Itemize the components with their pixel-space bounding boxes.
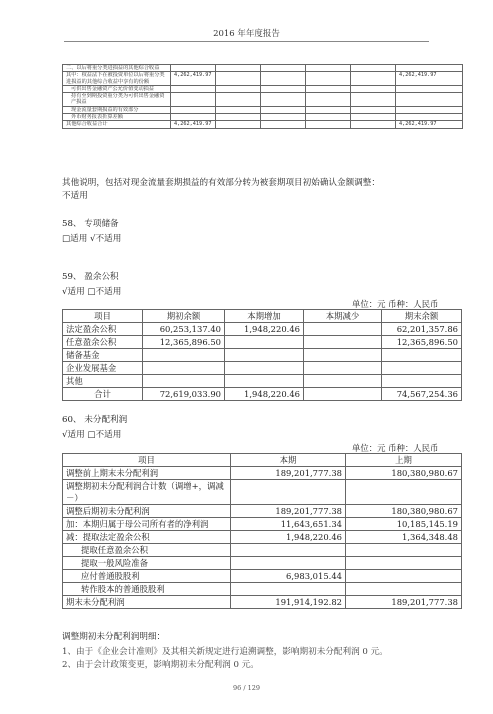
section-59-unit: 单位：元 币种：人民币 <box>352 299 439 309</box>
page-number: 96 / 129 <box>233 684 260 692</box>
profit-row <box>63 518 462 531</box>
adjust-notes-title: 调整期初未分配利润明细： <box>62 632 166 642</box>
oci-row-label: 二、以后将重分类进损益的其他综合收益 <box>63 65 171 72</box>
surplus-cell <box>304 388 382 401</box>
surplus-row-label: 其他 <box>63 375 143 388</box>
profit-cell-current: 11,643,651.34 <box>231 518 346 531</box>
surplus-reserve-table <box>62 309 462 401</box>
profit-row-label: 应付普通股股利 <box>63 570 231 583</box>
oci-row <box>63 121 463 128</box>
section-59-title: 59、 盈余公积 <box>62 272 119 282</box>
oci-cell-empty <box>351 114 396 121</box>
oci-row <box>63 72 463 86</box>
profit-row-label: 提取一般风险准备 <box>63 557 231 570</box>
profit-cell-previous: 189,201,777.38 <box>346 596 462 609</box>
oci-cell-opening: 4,262,419.97 <box>171 72 216 86</box>
oci-row-label: 持有至到期投资重分类为可供出售金融资产损益 <box>63 93 171 107</box>
surplus-header-cell: 项目 <box>63 310 143 323</box>
oci-cell-empty <box>261 114 306 121</box>
surplus-row <box>63 336 462 349</box>
adjust-note-2: 2、由于会计政策变更，影响期初未分配利润 0 元。 <box>62 660 259 670</box>
surplus-cell <box>304 375 382 388</box>
oci-cell-empty <box>216 93 261 107</box>
oci-cell-empty <box>351 121 396 128</box>
surplus-header-cell: 期初余额 <box>143 310 225 323</box>
surplus-row <box>63 362 462 375</box>
profit-cell-current <box>231 583 346 596</box>
oci-cell-empty <box>306 72 351 86</box>
oci-cell-empty <box>306 65 351 72</box>
profit-row-label: 调整前上期末未分配利润 <box>63 467 231 480</box>
surplus-header-cell: 本期增加 <box>225 310 304 323</box>
oci-cell-opening <box>171 114 216 121</box>
oci-row <box>63 93 463 107</box>
oci-row-label: 外币财务报表折算差额 <box>63 114 171 121</box>
profit-row-label: 加：本期归属于母公司所有者的净利润 <box>63 518 231 531</box>
profit-cell-current: 1,948,220.46 <box>231 531 346 544</box>
oci-cell-empty <box>306 106 351 113</box>
oci-cell-empty <box>351 65 396 72</box>
oci-row-label: 可供出售金融资产公允价值变动损益 <box>63 85 171 92</box>
surplus-cell: 12,365,896.50 <box>143 336 225 349</box>
profit-cell-previous: 180,380,980.67 <box>346 505 462 518</box>
surplus-cell: 72,619,033.90 <box>143 388 225 401</box>
oci-cell-empty <box>216 85 261 92</box>
profit-cell-current: 191,914,192.82 <box>231 596 346 609</box>
profit-cell-current <box>231 480 346 505</box>
surplus-cell <box>143 375 225 388</box>
profit-cell-previous <box>346 557 462 570</box>
profit-row <box>63 596 462 609</box>
oci-cell-opening: 4,262,419.97 <box>171 121 216 128</box>
surplus-cell <box>382 349 462 362</box>
adjust-note-1: 1、由于《企业会计准则》及其相关新规定进行追溯调整，影响期初未分配利润 0 元。 <box>62 647 388 657</box>
surplus-row <box>63 349 462 362</box>
surplus-cell: 12,365,896.50 <box>382 336 462 349</box>
profit-cell-current <box>231 557 346 570</box>
surplus-cell: 1,948,220.46 <box>225 388 304 401</box>
surplus-cell <box>225 349 304 362</box>
oci-cell-empty <box>351 72 396 86</box>
oci-row <box>63 85 463 92</box>
oci-row <box>63 114 463 121</box>
oci-cell-empty <box>261 65 306 72</box>
profit-cell-previous <box>346 480 462 505</box>
surplus-row-label: 法定盈余公积 <box>63 323 143 336</box>
profit-cell-previous <box>346 544 462 557</box>
oci-cell-empty <box>306 85 351 92</box>
profit-cell-current: 189,201,777.38 <box>231 467 346 480</box>
surplus-row <box>63 375 462 388</box>
page-header: 2016 年年度报告 <box>213 29 280 39</box>
section-58-options: □适用 √不适用 <box>62 234 122 244</box>
other-note-value: 不适用 <box>62 191 88 201</box>
oci-cell-opening <box>171 93 216 107</box>
oci-row <box>63 106 463 113</box>
surplus-row-label: 合计 <box>63 388 143 401</box>
oci-row <box>63 65 463 72</box>
oci-cell-opening <box>171 106 216 113</box>
oci-cell-empty <box>261 121 306 128</box>
oci-cell-opening <box>171 85 216 92</box>
profit-cell-previous <box>346 570 462 583</box>
oci-cell-empty <box>216 121 261 128</box>
oci-cell-empty <box>351 85 396 92</box>
surplus-cell <box>382 375 462 388</box>
oci-cell-closing <box>396 106 463 113</box>
oci-cell-closing <box>396 93 463 107</box>
section-60-unit: 单位：元 币种：人民币 <box>352 443 439 453</box>
oci-cell-closing: 4,262,419.97 <box>396 72 463 86</box>
oci-cell-closing <box>396 85 463 92</box>
surplus-row <box>63 323 462 336</box>
profit-row <box>63 480 462 505</box>
profit-row-label: 减：提取法定盈余公积 <box>63 531 231 544</box>
oci-cell-empty <box>261 93 306 107</box>
profit-cell-current: 189,201,777.38 <box>231 505 346 518</box>
oci-cell-opening <box>171 65 216 72</box>
surplus-cell: 60,253,137.40 <box>143 323 225 336</box>
undistributed-profit-table <box>62 453 462 609</box>
oci-row-label: 其他综合收益合计 <box>63 121 171 128</box>
oci-cell-closing: 4,262,419.97 <box>396 121 463 128</box>
oci-cell-empty <box>261 106 306 113</box>
surplus-row <box>63 388 462 401</box>
oci-cell-closing <box>396 114 463 121</box>
section-58-title: 58、 专项储备 <box>62 219 119 229</box>
profit-row <box>63 505 462 518</box>
oci-cell-empty <box>261 72 306 86</box>
surplus-cell <box>225 336 304 349</box>
surplus-header-cell: 本期减少 <box>304 310 382 323</box>
surplus-cell <box>304 323 382 336</box>
section-60-title: 60、 未分配利润 <box>62 415 128 425</box>
profit-row <box>63 467 462 480</box>
profit-cell-current: 6,983,015.44 <box>231 570 346 583</box>
header-divider <box>64 41 429 42</box>
profit-row-label: 期末未分配利润 <box>63 596 231 609</box>
profit-row-label: 调整期初未分配利润合计数（调增+，调减－） <box>63 480 231 505</box>
oci-cell-empty <box>216 106 261 113</box>
profit-header-cell: 上期 <box>346 454 462 467</box>
profit-cell-previous: 1,364,348.48 <box>346 531 462 544</box>
oci-cell-empty <box>306 93 351 107</box>
surplus-row-label: 任意盈余公积 <box>63 336 143 349</box>
oci-cell-empty <box>306 121 351 128</box>
surplus-cell <box>382 362 462 375</box>
surplus-cell <box>304 362 382 375</box>
surplus-cell <box>143 349 225 362</box>
profit-row <box>63 531 462 544</box>
oci-cell-empty <box>306 114 351 121</box>
section-59-options: √适用 □不适用 <box>62 287 122 297</box>
profit-cell-previous: 10,185,145.19 <box>346 518 462 531</box>
surplus-row-label: 企业发展基金 <box>63 362 143 375</box>
surplus-row-label: 储备基金 <box>63 349 143 362</box>
profit-row <box>63 570 462 583</box>
profit-cell-previous <box>346 583 462 596</box>
profit-row-label: 转作股本的普通股股利 <box>63 583 231 596</box>
oci-cell-empty <box>351 93 396 107</box>
profit-row <box>63 583 462 596</box>
oci-cell-empty <box>216 114 261 121</box>
section-60-options: √适用 □不适用 <box>62 430 122 440</box>
profit-row <box>63 557 462 570</box>
profit-cell-current <box>231 544 346 557</box>
oci-cell-empty <box>216 65 261 72</box>
profit-row-label: 提取任意盈余公积 <box>63 544 231 557</box>
surplus-cell <box>143 362 225 375</box>
profit-cell-previous: 180,380,980.67 <box>346 467 462 480</box>
oci-row-label: 其中：权益法下在被投资单位以后将重分类进损益的其他综合收益中享有的份额 <box>63 72 171 86</box>
oci-table <box>62 64 463 129</box>
oci-cell-empty <box>261 85 306 92</box>
surplus-cell: 1,948,220.46 <box>225 323 304 336</box>
surplus-cell <box>225 375 304 388</box>
oci-cell-empty <box>351 106 396 113</box>
oci-cell-closing <box>396 65 463 72</box>
surplus-header-cell: 期末余额 <box>382 310 462 323</box>
surplus-cell: 62,201,357.86 <box>382 323 462 336</box>
surplus-cell <box>304 349 382 362</box>
oci-row-label: 现金流量套期损益的有效部分 <box>63 106 171 113</box>
profit-row <box>63 544 462 557</box>
oci-cell-empty <box>216 72 261 86</box>
profit-header-cell: 本期 <box>231 454 346 467</box>
surplus-cell: 74,567,254.36 <box>382 388 462 401</box>
other-note-text: 其他说明，包括对现金流量套期损益的有效部分转为被套期项目初始确认金额调整： <box>62 178 380 188</box>
profit-header-cell: 项目 <box>63 454 231 467</box>
surplus-cell <box>304 336 382 349</box>
surplus-cell <box>225 362 304 375</box>
profit-row-label: 调整后期初未分配利润 <box>63 505 231 518</box>
